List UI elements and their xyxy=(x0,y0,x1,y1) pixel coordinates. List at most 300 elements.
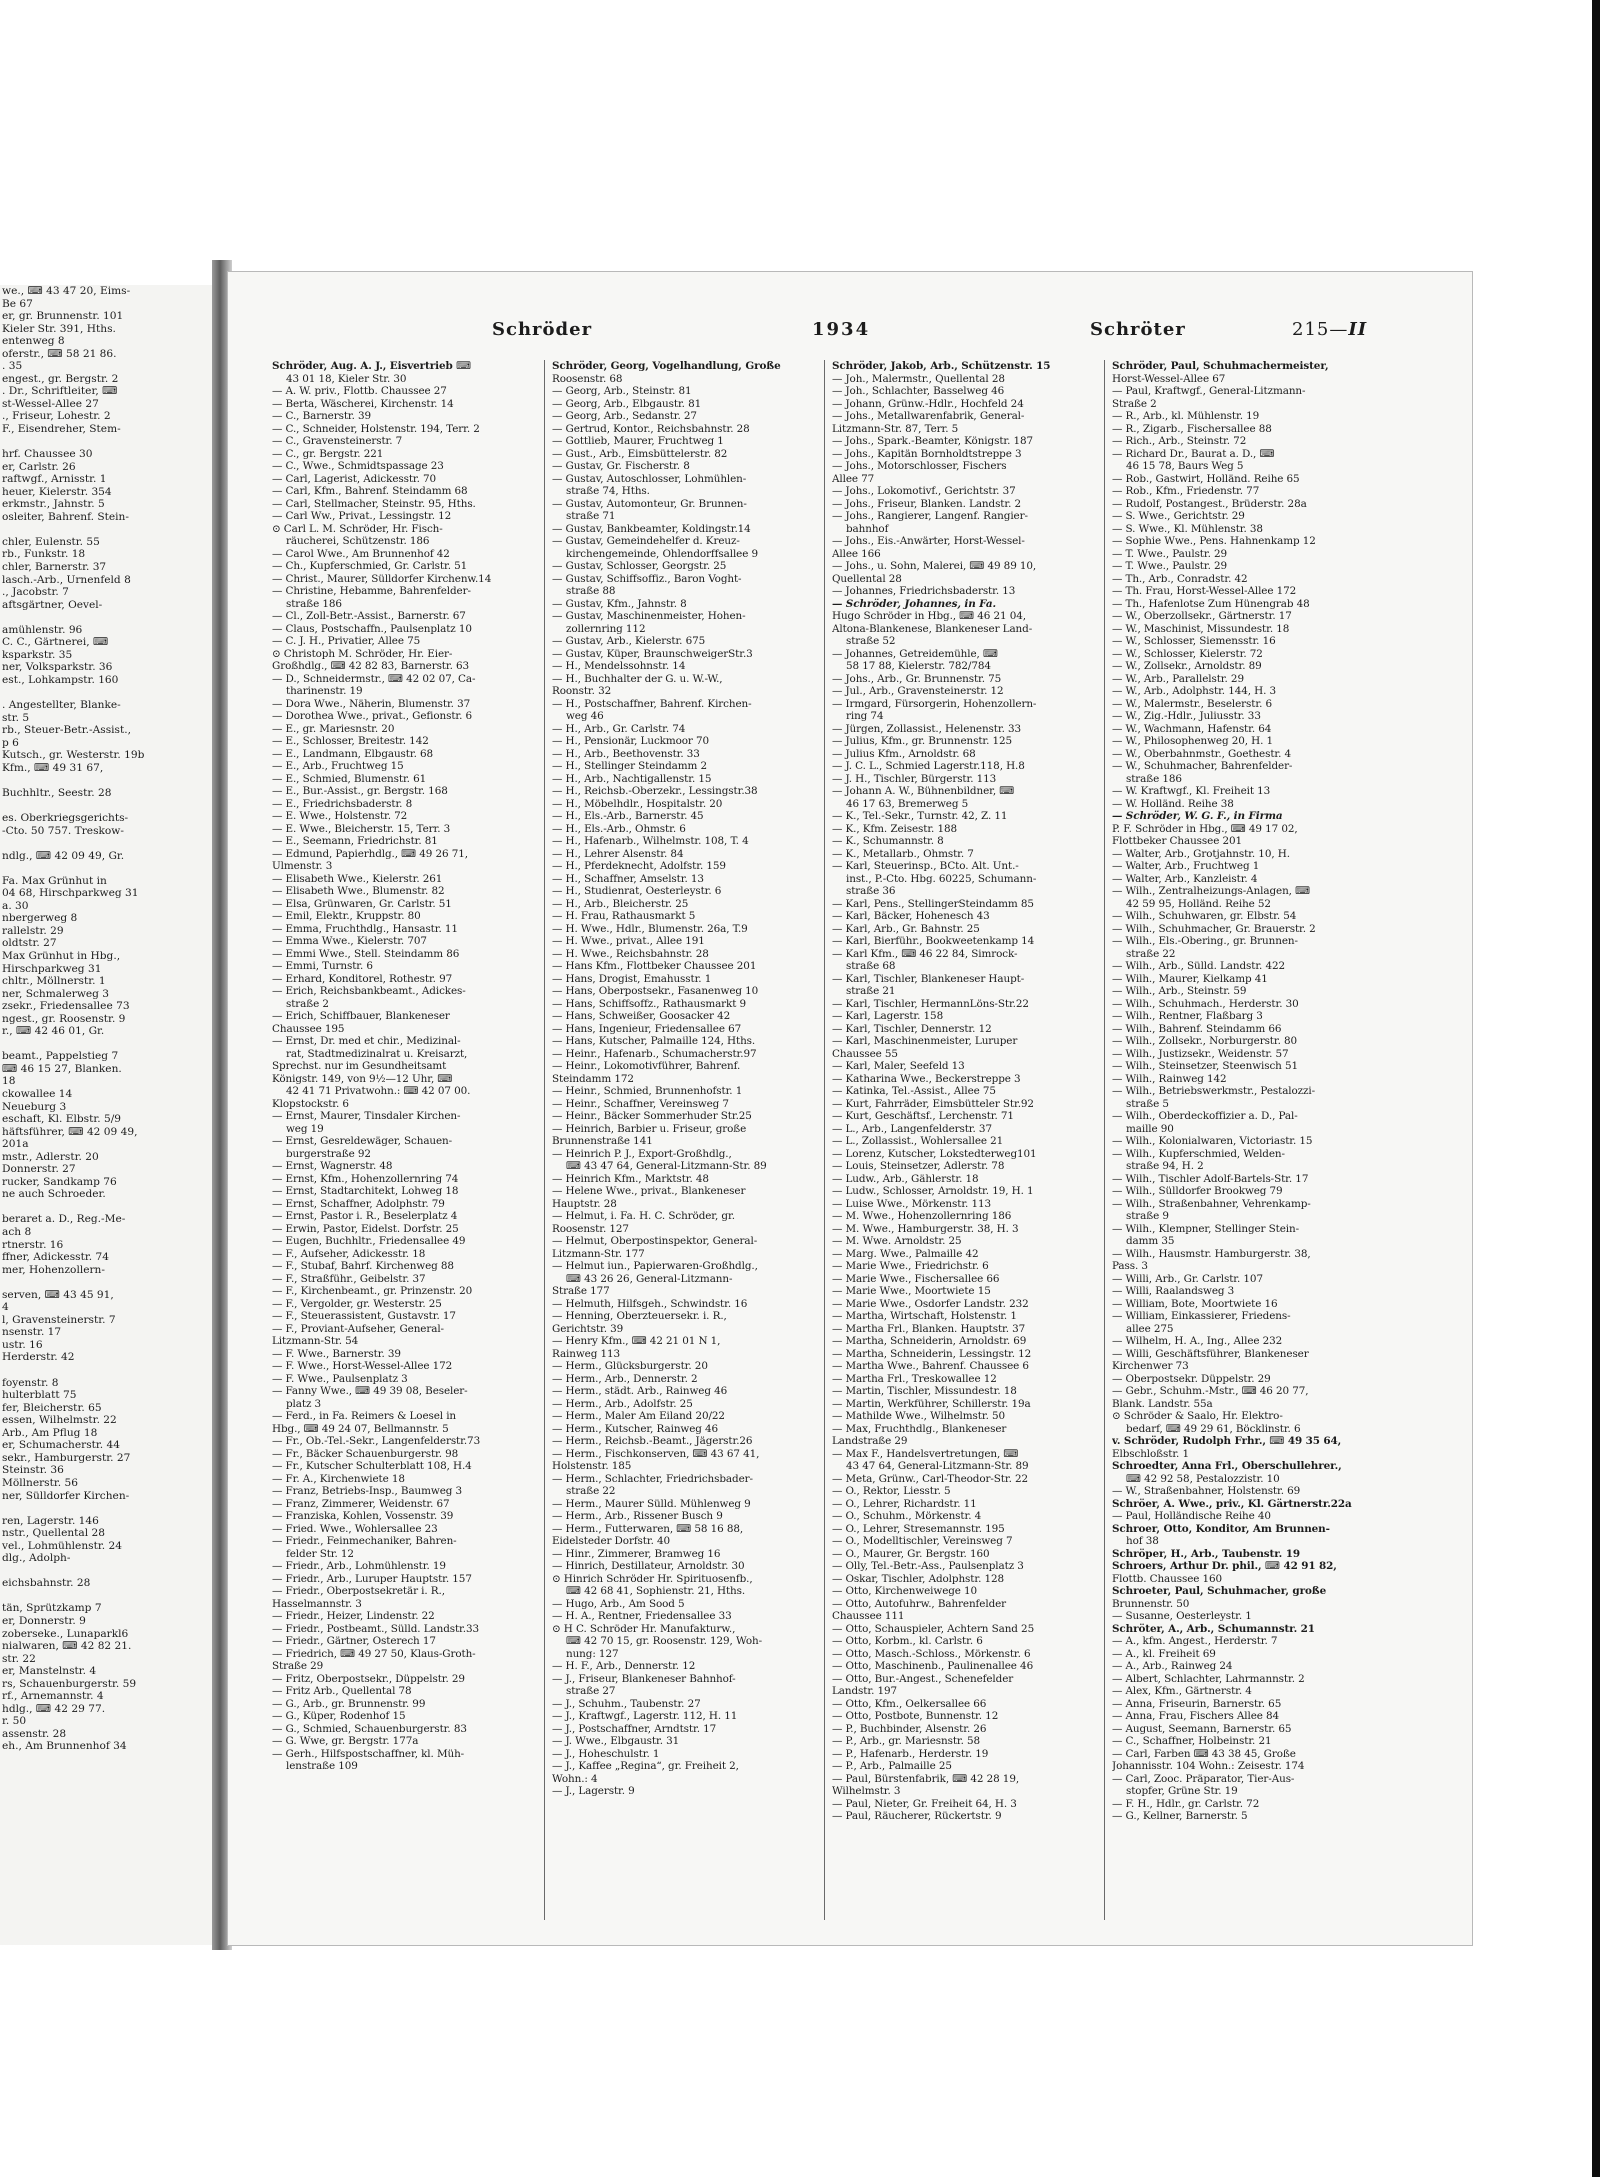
directory-entry-line: — Karl, Tischler, HermannLöns-Str.22 xyxy=(832,997,1029,1010)
directory-entry-line: — Karl, Pens., StellingerSteindamm 85 xyxy=(832,897,1034,910)
directory-entry-line: ⊙ H C. Schröder Hr. Manufakturw., xyxy=(552,1622,736,1635)
directory-entry-line: straße 186 xyxy=(1126,772,1182,785)
directory-entry-line: straße 27 xyxy=(566,1685,616,1697)
directory-entry-line: — Friedr., Arb., Luruper Hauptstr. 157 xyxy=(272,1572,472,1585)
directory-entry-line: straße 71 xyxy=(566,510,616,522)
directory-entry-line: — L., Arb., Langenfelderstr. 37 xyxy=(832,1122,992,1135)
directory-entry-line: Brunnenstr. 50 xyxy=(1112,1597,1190,1610)
directory-entry-line: Flottbeker Chaussee 201 xyxy=(1112,835,1242,847)
directory-entry-line: 18 xyxy=(2,1075,16,1088)
directory-entry-line: — Heinrich Kfm., Marktstr. 48 xyxy=(552,1172,709,1185)
directory-entry-line: — Katinka, Tel.-Assist., Allee 75 xyxy=(832,1085,996,1097)
directory-entry-line: — Gottlieb, Maurer, Fruchtweg 1 xyxy=(552,435,724,447)
directory-entry-line: — H. Frau, Rathausmarkt 5 xyxy=(552,910,696,922)
directory-entry-line: — J., Hoheschulstr. 1 xyxy=(552,1747,660,1760)
directory-entry-line: — Otto, Bur.-Angest., Schenefelder xyxy=(832,1672,1014,1685)
directory-entry-line: — Hinrich, Destillateur, Arnoldstr. 30 xyxy=(552,1560,745,1572)
directory-entry-line: — Walter, Arb., Grotjahnstr. 10, H. xyxy=(1112,847,1290,860)
directory-entry-line: ⊙ Christoph M. Schröder, Hr. Eier- xyxy=(272,647,453,660)
directory-entry-line: — Heinr., Schmied, Brunnenhofstr. 1 xyxy=(552,1085,743,1097)
directory-entry-line: est., Lohkampstr. 160 xyxy=(2,673,119,686)
directory-entry-line: F., Eisendreher, Stem- xyxy=(2,423,121,436)
directory-entry-line: — Gustav, Schiffsoffiz., Baron Voght- xyxy=(552,572,742,585)
directory-entry-line: — J., Lagerstr. 9 xyxy=(552,1785,635,1797)
directory-entry-line: Neueburg 3 xyxy=(2,1100,67,1113)
directory-entry-line: ⌨ 42 70 15, gr. Roosenstr. 129, Woh- xyxy=(566,1635,762,1647)
directory-entry-line: — J., Friseur, Blankeneser Bahnhof- xyxy=(552,1672,736,1685)
directory-entry-line: engest., gr. Bergstr. 2 xyxy=(2,372,119,385)
directory-entry-line xyxy=(0,1590,212,1603)
directory-entry-line: — M. Wwe. Arnoldstr. 25 xyxy=(832,1235,962,1247)
directory-entry-line: — S. Wwe., Kl. Mühlenstr. 38 xyxy=(1112,522,1263,535)
directory-entry-line: ⊙ Schröder & Saalo, Hr. Elektro- xyxy=(1112,1410,1283,1422)
directory-entry-line: — H., Schaffner, Amselstr. 13 xyxy=(552,872,704,885)
directory-entry-line: — Karl, Lagerstr. 158 xyxy=(832,1010,944,1022)
directory-entry-line: oldtstr. 27 xyxy=(2,937,57,950)
directory-entry-line: er, Carlstr. 26 xyxy=(2,460,76,473)
directory-entry-line: — Wilh., Zollsekr., Norburgerstr. 80 xyxy=(1112,1035,1298,1047)
directory-entry-line: — C., Gravensteinerstr. 7 xyxy=(272,435,403,447)
directory-entry-line: — F., Stubaf, Bahrf. Kirchenweg 88 xyxy=(272,1260,454,1272)
directory-entry-line: — O., Rektor, Liesstr. 5 xyxy=(832,1485,951,1497)
directory-entry-line: — P., Arb., gr. Mariesnstr. 58 xyxy=(832,1735,981,1747)
directory-entry-line: — G., Arb., gr. Brunnenstr. 99 xyxy=(272,1697,426,1710)
directory-entry-line: — Wilh., Schuhmach., Herderstr. 30 xyxy=(1112,997,1299,1010)
directory-entry-line: — Willi, Raalandsweg 3 xyxy=(1112,1285,1235,1297)
directory-entry-line: — Fried. Wwe., Wohlersallee 23 xyxy=(272,1522,438,1535)
directory-entry-line: 58 17 88, Kielerstr. 782/784 xyxy=(846,660,991,672)
directory-entry-line: — Wilh., Betriebswerkmstr., Pestalozzi- xyxy=(1112,1085,1316,1097)
directory-entry-line: — Otto, Korbm., kl. Carlstr. 6 xyxy=(832,1635,983,1647)
directory-entry-line: Eidelsteder Dorfstr. 40 xyxy=(552,1535,671,1547)
directory-entry-line: — Erhard, Konditorel, Rothestr. 97 xyxy=(272,972,453,985)
directory-entry-line: l, Gravensteinerstr. 7 xyxy=(2,1313,116,1326)
directory-entry-line: — Helmut iun., Papierwaren-Großhdlg., xyxy=(552,1260,758,1272)
directory-entry-line: — H., Postschaffner, Bahrenf. Kirchen- xyxy=(552,697,752,710)
directory-entry-line: rf., Arnemannstr. 4 xyxy=(2,1690,104,1703)
directory-entry-line: 04 68, Hirschparkweg 31 xyxy=(2,887,139,900)
directory-entry-line: — Gustav, Autoschlosser, Lohmühlen- xyxy=(552,472,747,485)
directory-entry-line: Allee 166 xyxy=(832,547,881,560)
directory-entry-line: straße 88 xyxy=(566,585,616,597)
directory-entry-line: — E., Bur.-Assist., gr. Bergstr. 168 xyxy=(272,785,448,797)
directory-entry-line: — Franz, Betriebs-Insp., Baumweg 3 xyxy=(272,1485,463,1497)
directory-entry-line: Litzmann-Str. 177 xyxy=(552,1247,645,1260)
directory-entry-line xyxy=(0,774,212,787)
directory-entry-line: straße 21 xyxy=(846,985,896,997)
directory-entry-line: — Wilh., Straßenbahner, Vehrenkamp- xyxy=(1112,1197,1311,1210)
directory-entry-line: — Herm., Glücksburgerstr. 20 xyxy=(552,1360,708,1372)
directory-entry-line: Großhdlg., ⌨ 42 82 83, Barnerstr. 63 xyxy=(272,660,470,672)
directory-page xyxy=(228,272,1472,1945)
directory-entry-line: — M. Wwe., Hohenzollernring 186 xyxy=(832,1210,1012,1222)
directory-entry-line: ustr. 16 xyxy=(2,1338,43,1351)
directory-entry-line: — W., Wachmann, Hafenstr. 64 xyxy=(1112,722,1272,735)
directory-entry-line: — Martha Frl., Treskowallee 12 xyxy=(832,1372,997,1385)
directory-entry-line: — K., Metallarb., Ohmstr. 7 xyxy=(832,847,974,860)
directory-entry-line: — F. H., Hdlr., gr. Carlstr. 72 xyxy=(1112,1797,1260,1810)
directory-entry-line: räucherei, Schützenstr. 186 xyxy=(286,535,430,547)
directory-entry-line: — Th., Arb., Conradstr. 42 xyxy=(1112,572,1248,585)
directory-entry-line xyxy=(0,1565,212,1578)
directory-entry-line: — Christ., Maurer, Sülldorfer Kirchenw.14 xyxy=(272,572,492,585)
directory-entry-line: — Ludw., Arb., Gählerstr. 18 xyxy=(832,1172,979,1185)
directory-entry-line: — Martha Frl., Blanken. Hauptstr. 37 xyxy=(832,1322,1026,1335)
directory-entry-line: osleiter, Bahrenf. Stein- xyxy=(2,510,129,523)
directory-entry-line: — O., Schuhm., Mörkenstr. 4 xyxy=(832,1510,982,1522)
directory-entry-line: — Martha Wwe., Bahrenf. Chaussee 6 xyxy=(832,1360,1029,1372)
directory-entry-line: ndlg., ⌨ 42 09 49, Gr. xyxy=(2,849,125,862)
directory-entry-line xyxy=(0,1502,212,1515)
directory-entry-line: — Wilh., Schuhmacher, Gr. Brauerstr. 2 xyxy=(1112,922,1316,935)
directory-entry-line: — F., Vergolder, gr. Westerstr. 25 xyxy=(272,1297,442,1310)
directory-entry-line: erkmstr., Jahnstr. 5 xyxy=(2,498,105,511)
directory-entry-line: — Fr., Bäcker Schauenburgerstr. 98 xyxy=(272,1447,459,1460)
directory-entry-line: — Friedr., Postbeamt., Sülld. Landstr.33 xyxy=(272,1622,480,1635)
directory-entry-line: — Karl, Steuerinsp., BCto. Alt. Unt.- xyxy=(832,860,1019,872)
directory-entry-line: — H. Wwe., Reichsbahnstr. 28 xyxy=(552,947,709,960)
directory-entry-line: Klopstockstr. 6 xyxy=(272,1097,349,1110)
directory-entry-line xyxy=(0,1364,212,1377)
directory-entry-line: Chaussee 195 xyxy=(272,1022,345,1035)
directory-entry-line: — Emma Wwe., Kielerstr. 707 xyxy=(272,935,427,947)
directory-entry-line: tharinenstr. 19 xyxy=(286,685,363,697)
directory-entry-line: es. Oberkriegsgerichts- xyxy=(2,811,129,824)
directory-entry-line: — J. H., Tischler, Bürgerstr. 113 xyxy=(832,772,997,785)
directory-entry-line: Roosenstr. 68 xyxy=(552,372,623,385)
directory-entry-line: — W., Arb., Parallelstr. 29 xyxy=(1112,672,1244,685)
directory-entry-line: Roonstr. 32 xyxy=(552,685,612,697)
directory-entry-line: — F., Steuerassistent, Gustavstr. 17 xyxy=(272,1310,456,1322)
directory-entry-line: — H., Mendelssohnstr. 14 xyxy=(552,660,686,672)
directory-column-3 xyxy=(832,360,1094,1940)
header-page-number: 215—II xyxy=(1292,319,1368,340)
directory-entry-line xyxy=(0,687,212,700)
directory-entry-line: — Emma, Fruchthdlg., Hansastr. 11 xyxy=(272,922,458,935)
directory-entry-line: — Ernst, Stadtarchitekt, Lohweg 18 xyxy=(272,1185,459,1197)
directory-entry-line: — Emmi, Turnstr. 6 xyxy=(272,960,373,972)
directory-entry-line: rucker, Sandkamp 76 xyxy=(2,1175,117,1188)
directory-entry-line: — F. Wwe., Barnerstr. 39 xyxy=(272,1347,401,1360)
directory-entry-line: — Johannes, Getreidemühle, ⌨ xyxy=(832,647,998,660)
directory-entry-line: er, gr. Brunnenstr. 101 xyxy=(2,310,124,323)
directory-entry-line: — Karl, Maler, Seefeld 13 xyxy=(832,1060,965,1072)
directory-entry-line: ner, Volksparkstr. 36 xyxy=(2,661,113,674)
directory-entry-line: ner, Sülldorfer Kirchen- xyxy=(2,1489,130,1502)
directory-entry-line: — P., Buchbinder, Alsenstr. 26 xyxy=(832,1722,987,1735)
directory-entry-line: — Herm., Arb., Adolfstr. 25 xyxy=(552,1397,693,1410)
directory-entry-line: 46 15 78, Baurs Weg 5 xyxy=(1126,460,1244,472)
directory-entry-line xyxy=(0,1201,212,1214)
directory-entry-line: — Johs., Friseur, Blanken. Landstr. 2 xyxy=(832,497,1022,510)
directory-entry-line: — Henry Kfm., ⌨ 42 21 01 N 1, xyxy=(552,1335,721,1347)
directory-entry-line: — Ernst, Pastor i. R., Beselerplatz 4 xyxy=(272,1210,458,1222)
directory-entry-line: nung: 127 xyxy=(566,1647,619,1660)
directory-entry-line: Schröer, A. Wwe., priv., Kl. Gärtnerstr.22a xyxy=(1112,1497,1352,1510)
directory-entry-line: chler, Barnerstr. 37 xyxy=(2,561,107,574)
directory-entry-line: — J., Schuhm., Taubenstr. 27 xyxy=(552,1697,701,1710)
directory-entry-line: — Wilh., Kolonialwaren, Victoriastr. 15 xyxy=(1112,1135,1313,1147)
column-divider xyxy=(1104,360,1105,1920)
directory-entry-line: — Herm., Kutscher, Rainweg 46 xyxy=(552,1422,719,1435)
directory-entry-line: Kfm., ⌨ 49 31 67, xyxy=(2,761,104,774)
directory-entry-line: — C., Schneider, Holstenstr. 194, Terr. 2 xyxy=(272,422,480,435)
directory-entry-line: — William, Bote, Moortwiete 16 xyxy=(1112,1297,1278,1310)
directory-entry-line: Straße 177 xyxy=(552,1285,610,1297)
directory-entry-line: — Hans, Schweißer, Goosacker 42 xyxy=(552,1010,731,1022)
directory-entry-line: — Heinr., Lokomotivführer, Bahrenf. xyxy=(552,1060,741,1072)
directory-entry-line: — Fr., Kutscher Schulterblatt 108, H.4 xyxy=(272,1460,472,1472)
directory-entry-line: ne auch Schroeder. xyxy=(2,1188,106,1201)
directory-entry-line: rb., Funkstr. 18 xyxy=(2,548,86,561)
directory-entry-line: — Henning, Oberzteuersekr. i. R., xyxy=(552,1310,727,1322)
directory-entry-line: — Wilh., Els.-Obering., gr. Brunnen- xyxy=(1112,935,1298,947)
directory-entry-line: — Johannes, Friedrichsbaderstr. 13 xyxy=(832,585,1016,597)
directory-entry-line: Holstenstr. 185 xyxy=(552,1460,632,1472)
directory-entry-line: burgerstraße 92 xyxy=(286,1147,371,1160)
directory-entry-line: — Paul, Kraftwgf., General-Litzmann- xyxy=(1112,385,1306,397)
directory-entry-line: — W. Kraftwgf., Kl. Freiheit 13 xyxy=(1112,785,1271,797)
directory-entry-line: — Schröder, W. G. F., in Firma xyxy=(1112,810,1283,822)
directory-entry-line: — Gebr., Schuhm.-Mstr., ⌨ 46 20 77, xyxy=(1112,1385,1309,1397)
directory-entry-line: — C. J. H., Privatier, Allee 75 xyxy=(272,635,421,647)
directory-entry-line: Wilhelmstr. 3 xyxy=(832,1785,901,1797)
directory-entry-line: bahnhof xyxy=(846,522,889,535)
directory-entry-line: eschaft, Kl. Elbstr. 5/9 xyxy=(2,1113,122,1126)
directory-entry-line: — Ernst, Maurer, Tinsdaler Kirchen- xyxy=(272,1110,461,1122)
directory-entry-line: ach 8 xyxy=(2,1226,32,1239)
directory-entry-line: fer, Bleicherstr. 65 xyxy=(2,1401,102,1414)
directory-entry-line: — Otto, Schauspieler, Achtern Sand 25 xyxy=(832,1622,1035,1635)
directory-entry-line: — Walter, Arb., Fruchtweg 1 xyxy=(1112,860,1260,872)
directory-entry-line: hof 38 xyxy=(1126,1535,1159,1547)
directory-entry-line: ner, Schmalerweg 3 xyxy=(2,987,110,1000)
directory-entry-line: — C., Schaffner, Holbeinstr. 21 xyxy=(1112,1735,1272,1747)
directory-entry-line: Donnerstr. 27 xyxy=(2,1163,76,1176)
directory-entry-line: straße 22 xyxy=(566,1485,616,1497)
directory-entry-line: C. C., Gärtnerei, ⌨ xyxy=(2,636,109,649)
directory-entry-line: kirchengemeinde, Ohlendorffsallee 9 xyxy=(566,547,758,560)
directory-entry-line: — W., Philosophenweg 20, H. 1 xyxy=(1112,735,1274,747)
directory-entry-line: — Otto, Masch.-Schloss., Mörkenstr. 6 xyxy=(832,1647,1031,1660)
directory-entry-line: hrf. Chaussee 30 xyxy=(2,448,93,461)
directory-entry-line: Arb., Am Pflug 18 xyxy=(2,1426,98,1439)
directory-entry-line: straße 52 xyxy=(846,635,896,647)
directory-entry-line: — Otto, Maschinenb., Paulinenallee 46 xyxy=(832,1660,1034,1672)
directory-entry-line: häftsführer, ⌨ 42 09 49, xyxy=(2,1125,138,1138)
directory-entry-line: straße 9 xyxy=(1126,1210,1169,1222)
directory-entry-line: Schröder, Jakob, Arb., Schützenstr. 15 xyxy=(832,360,1051,372)
directory-entry-line: — Otto, Autofuhrw., Bahrenfelder xyxy=(832,1597,1007,1610)
directory-entry-line: ren, Lagerstr. 146 xyxy=(2,1514,99,1527)
directory-entry-line: Buchhltr., Seestr. 28 xyxy=(2,786,112,799)
directory-entry-line: rat, Stadtmedizinalrat u. Kreisarzt, xyxy=(286,1047,468,1060)
directory-entry-line: — H., Els.-Arb., Ohmstr. 6 xyxy=(552,822,686,835)
directory-entry-line: — Rich., Arb., Steinstr. 72 xyxy=(1112,435,1247,447)
directory-entry-line: Schröper, H., Arb., Taubenstr. 19 xyxy=(1112,1547,1300,1560)
directory-entry-line: Kieler Str. 391, Hths. xyxy=(2,322,116,335)
directory-entry-line: straße 2 xyxy=(286,997,329,1010)
directory-entry-line: — C., Wwe., Schmidtspassage 23 xyxy=(272,460,444,472)
directory-entry-line: — Hans, Kutscher, Palmaille 124, Hths. xyxy=(552,1035,756,1047)
directory-entry-line: heuer, Kielerstr. 354 xyxy=(2,485,112,498)
directory-entry-line: bedarf, ⌨ 49 29 61, Böcklinstr. 6 xyxy=(1126,1422,1301,1435)
directory-entry-line: 4 xyxy=(2,1301,9,1314)
directory-entry-line: Chaussee 55 xyxy=(832,1047,898,1060)
directory-entry-line: ⌨ 42 92 58, Pestalozzistr. 10 xyxy=(1126,1472,1280,1485)
directory-entry-line: ⌨ 42 68 41, Sophienstr. 21, Hths. xyxy=(566,1585,746,1597)
directory-entry-line: Schröder, Aug. A. J., Eisvertrieb ⌨ xyxy=(272,360,472,372)
directory-entry-line: — J. C. L., Schmied Lagerstr.118, H.8 xyxy=(832,760,1025,772)
directory-entry-line: — H., Pferdeknecht, Adolfstr. 159 xyxy=(552,860,726,872)
directory-entry-line: — P., Hafenarb., Herderstr. 19 xyxy=(832,1747,989,1760)
directory-entry-line: — Wilh., Hausmstr. Hamburgerstr. 38, xyxy=(1112,1247,1311,1260)
directory-entry-line: — Fritz, Oberpostsekr., Düppelstr. 29 xyxy=(272,1672,465,1685)
header-left-title: Schröder xyxy=(492,319,593,340)
directory-entry-line: P. F. Schröder in Hbg., ⌨ 49 17 02, xyxy=(1112,822,1298,835)
directory-entry-line: — H., Hafenarb., Wilhelmstr. 108, T. 4 xyxy=(552,835,749,847)
directory-entry-line: — E. Wwe., Bleicherstr. 15, Terr. 3 xyxy=(272,822,451,835)
page-header xyxy=(228,319,1472,349)
directory-entry-line: — Cl., Zoll-Betr.-Assist., Barnerstr. 67 xyxy=(272,610,466,622)
directory-entry-line: — Heinrich P. J., Export-Großhdlg., xyxy=(552,1147,732,1160)
directory-entry-line: rallelstr. 29 xyxy=(2,924,64,937)
directory-entry-line: — Herm., Futterwaren, ⌨ 58 16 88, xyxy=(552,1522,744,1535)
directory-entry-line: — Wilh., Rentner, Flaßbarg 3 xyxy=(1112,1010,1263,1022)
directory-entry-line: — Johs., Motorschlosser, Fischers xyxy=(832,460,1007,472)
directory-entry-line: — F., Straßführ., Geibelstr. 37 xyxy=(272,1272,426,1285)
directory-entry-line: zollernring 112 xyxy=(566,622,646,635)
directory-entry-line: — K., Schumannstr. 8 xyxy=(832,835,944,847)
directory-entry-line: — E., Landmann, Elbgaustr. 68 xyxy=(272,747,434,760)
directory-entry-line: Landstraße 29 xyxy=(832,1435,908,1447)
directory-entry-line: Herderstr. 42 xyxy=(2,1351,75,1364)
directory-entry-line: — E. Wwe., Holstenstr. 72 xyxy=(272,810,408,822)
directory-entry-line: — Wilh., Arb., Steinstr. 59 xyxy=(1112,985,1247,997)
directory-entry-line: eichsbahnstr. 28 xyxy=(2,1577,91,1590)
directory-entry-line: — Marg. Wwe., Palmaille 42 xyxy=(832,1247,979,1260)
directory-entry-line: Johannisstr. 104 Wohn.: Zeisestr. 174 xyxy=(1112,1760,1305,1772)
directory-entry-line: — Paul, Nieter, Gr. Freiheit 64, H. 3 xyxy=(832,1797,1017,1810)
directory-entry-line: — Johs., Lokomotivf., Gerichtstr. 37 xyxy=(832,485,1016,497)
directory-entry-line: — Paul, Bürstenfabrik, ⌨ 42 28 19, xyxy=(832,1772,1020,1785)
directory-entry-line: p 6 xyxy=(2,736,19,749)
directory-entry-line: ngest., gr. Roosenstr. 9 xyxy=(2,1012,126,1025)
directory-entry-line xyxy=(0,1038,212,1051)
directory-entry-line: — Hinr., Zimmerer, Bramweg 16 xyxy=(552,1547,721,1560)
directory-entry-line: 46 17 63, Bremerweg 5 xyxy=(846,797,969,810)
directory-entry-line: — Georg, Arb., Elbgaustr. 81 xyxy=(552,397,702,410)
directory-entry-line: — Fr. A., Kirchenwiete 18 xyxy=(272,1472,405,1485)
directory-entry-line: — W., Arb., Adolphstr. 144, H. 3 xyxy=(1112,685,1277,697)
directory-entry-line: — Friedr., Gärtner, Osterech 17 xyxy=(272,1635,436,1647)
directory-column-4 xyxy=(1112,360,1382,1940)
directory-entry-line: — J., Kraftwgf., Lagerstr. 112, H. 11 xyxy=(552,1710,738,1722)
directory-entry-line: — E., Friedrichsbaderstr. 8 xyxy=(272,797,413,810)
directory-entry-line: Hasselmannstr. 3 xyxy=(272,1597,362,1610)
directory-entry-line: Fa. Max Grünhut in xyxy=(2,874,107,887)
directory-entry-line: — Julius Kfm., Arnoldstr. 68 xyxy=(832,747,976,760)
directory-entry-line: Hauptstr. 28 xyxy=(552,1197,617,1210)
directory-entry-line: Litzmann-Str. 87, Terr. 5 xyxy=(832,422,959,435)
directory-entry-line: — Jürgen, Zollassist., Helenenstr. 33 xyxy=(832,722,1022,735)
directory-entry-line: — Franziska, Kohlen, Vossenstr. 39 xyxy=(272,1510,454,1522)
directory-entry-line: lasch.-Arb., Urnenfeld 8 xyxy=(2,573,131,586)
directory-entry-line: — Friedr., Feinmechaniker, Bahren- xyxy=(272,1535,457,1547)
directory-entry-line: — Herm., Maurer Sülld. Mühlenweg 9 xyxy=(552,1497,751,1510)
directory-entry-line: — Paul, Holländische Reihe 40 xyxy=(1112,1510,1271,1522)
directory-entry-line: — Wilh., Maurer, Kielkamp 41 xyxy=(1112,972,1268,985)
directory-entry-line: beamt., Pappelstieg 7 xyxy=(2,1050,119,1063)
directory-entry-line: — F., Proviant-Aufseher, General- xyxy=(272,1322,444,1335)
directory-entry-line: — Mathilde Wwe., Wilhelmstr. 50 xyxy=(832,1410,1005,1422)
directory-entry-line: — Elsa, Grünwaren, Gr. Carlstr. 51 xyxy=(272,897,452,910)
directory-entry-line: — R., Arb., kl. Mühlenstr. 19 xyxy=(1112,410,1260,422)
directory-entry-line: ffner, Adickesstr. 74 xyxy=(2,1251,109,1264)
directory-entry-line: Kutsch., gr. Westerstr. 19b xyxy=(2,749,145,762)
directory-entry-line: — Johs., Spark.-Beamter, Königstr. 187 xyxy=(832,435,1034,447)
directory-entry-line: we., ⌨ 43 47 20, Eims- xyxy=(2,285,131,297)
directory-entry-line: Blank. Landstr. 55a xyxy=(1112,1397,1213,1410)
directory-entry-line: — Jul., Arb., Gravensteinerstr. 12 xyxy=(832,685,1004,697)
directory-entry-line: — Carl, Zooc. Präparator, Tier-Aus- xyxy=(1112,1772,1295,1785)
directory-entry-line: allee 275 xyxy=(1126,1322,1174,1335)
directory-entry-line: — Marie Wwe., Osdorfer Landstr. 232 xyxy=(832,1297,1029,1310)
directory-entry-line: 42 59 95, Holländ. Reihe 52 xyxy=(1126,897,1271,910)
directory-entry-line: — H., Möbelhdlr., Hospitalstr. 20 xyxy=(552,797,723,810)
directory-entry-line: ring 74 xyxy=(846,710,884,722)
directory-entry-line: — William, Einkassierer, Friedens- xyxy=(1112,1310,1291,1322)
directory-entry-line: — Rob., Kfm., Friedenstr. 77 xyxy=(1112,485,1260,497)
directory-entry-line: Flottb. Chaussee 160 xyxy=(1112,1572,1223,1585)
directory-entry-line: straße 22 xyxy=(1126,947,1176,960)
directory-entry-line: nsenstr. 17 xyxy=(2,1326,62,1339)
directory-entry-line: Straße 2 xyxy=(1112,397,1157,410)
header-year: 1934 xyxy=(812,319,871,340)
directory-entry-line: — Wilh., Tischler Adolf-Bartels-Str. 17 xyxy=(1112,1172,1309,1185)
directory-entry-line: — Luise Wwe., Mörkenstr. 113 xyxy=(832,1197,991,1210)
directory-entry-line: — Wilh., Schuhwaren, gr. Elbstr. 54 xyxy=(1112,910,1297,922)
directory-entry-line: — G., Schmied, Schauenburgerstr. 83 xyxy=(272,1722,467,1735)
directory-entry-line: serven, ⌨ 43 45 91, xyxy=(2,1288,114,1301)
directory-entry-line: — H., Studienrat, Oesterleystr. 6 xyxy=(552,885,722,897)
directory-entry-line: zsekr., Friedensallee 73 xyxy=(2,1000,130,1013)
directory-entry-line: — Hugo, Arb., Am Sood 5 xyxy=(552,1597,685,1610)
directory-entry-line: — Ernst, Schaffner, Adolphstr. 79 xyxy=(272,1197,445,1210)
directory-entry-line: — O., Modelltischler, Vereinsweg 7 xyxy=(832,1535,1013,1547)
directory-entry-line: — W., Schuhmacher, Bahrenfelder- xyxy=(1112,760,1293,772)
directory-entry-line: — August, Seemann, Barnerstr. 65 xyxy=(1112,1722,1292,1735)
directory-entry-line: — Friedrich, ⌨ 49 27 50, Klaus-Groth- xyxy=(272,1647,476,1660)
directory-entry-line: . 35 xyxy=(2,360,23,373)
directory-entry-line: — Gustav, Schlosser, Georgstr. 25 xyxy=(552,560,727,572)
directory-entry-line: ⌨ 43 26 26, General-Litzmann- xyxy=(566,1272,733,1285)
directory-entry-line: Schröder, Paul, Schuhmachermeister, xyxy=(1112,360,1329,372)
directory-entry-line: — Max F., Handelsvertretungen, ⌨ xyxy=(832,1447,1019,1460)
directory-entry-line: Pass. 3 xyxy=(1112,1260,1148,1272)
header-right-title: Schröter xyxy=(1090,319,1186,340)
directory-entry-line: — H., Arb., Gr. Carlstr. 74 xyxy=(552,722,686,735)
directory-entry-line: str. 22 xyxy=(2,1652,36,1665)
directory-entry-line: — K., Kfm. Zeisestr. 188 xyxy=(832,822,957,835)
directory-entry-line: hulterblatt 75 xyxy=(2,1389,77,1402)
directory-entry-line: Ulmenstr. 3 xyxy=(272,860,333,872)
directory-entry-line: v. Schröder, Rudolph Frhr., ⌨ 49 35 64, xyxy=(1112,1435,1342,1447)
directory-entry-line xyxy=(0,837,212,850)
directory-entry-line: — Herm., städt. Arb., Rainweg 46 xyxy=(552,1385,728,1397)
directory-entry-line: — Ernst, Wagnerstr. 48 xyxy=(272,1160,393,1172)
directory-entry-line: — Georg, Arb., Steinstr. 81 xyxy=(552,385,692,397)
